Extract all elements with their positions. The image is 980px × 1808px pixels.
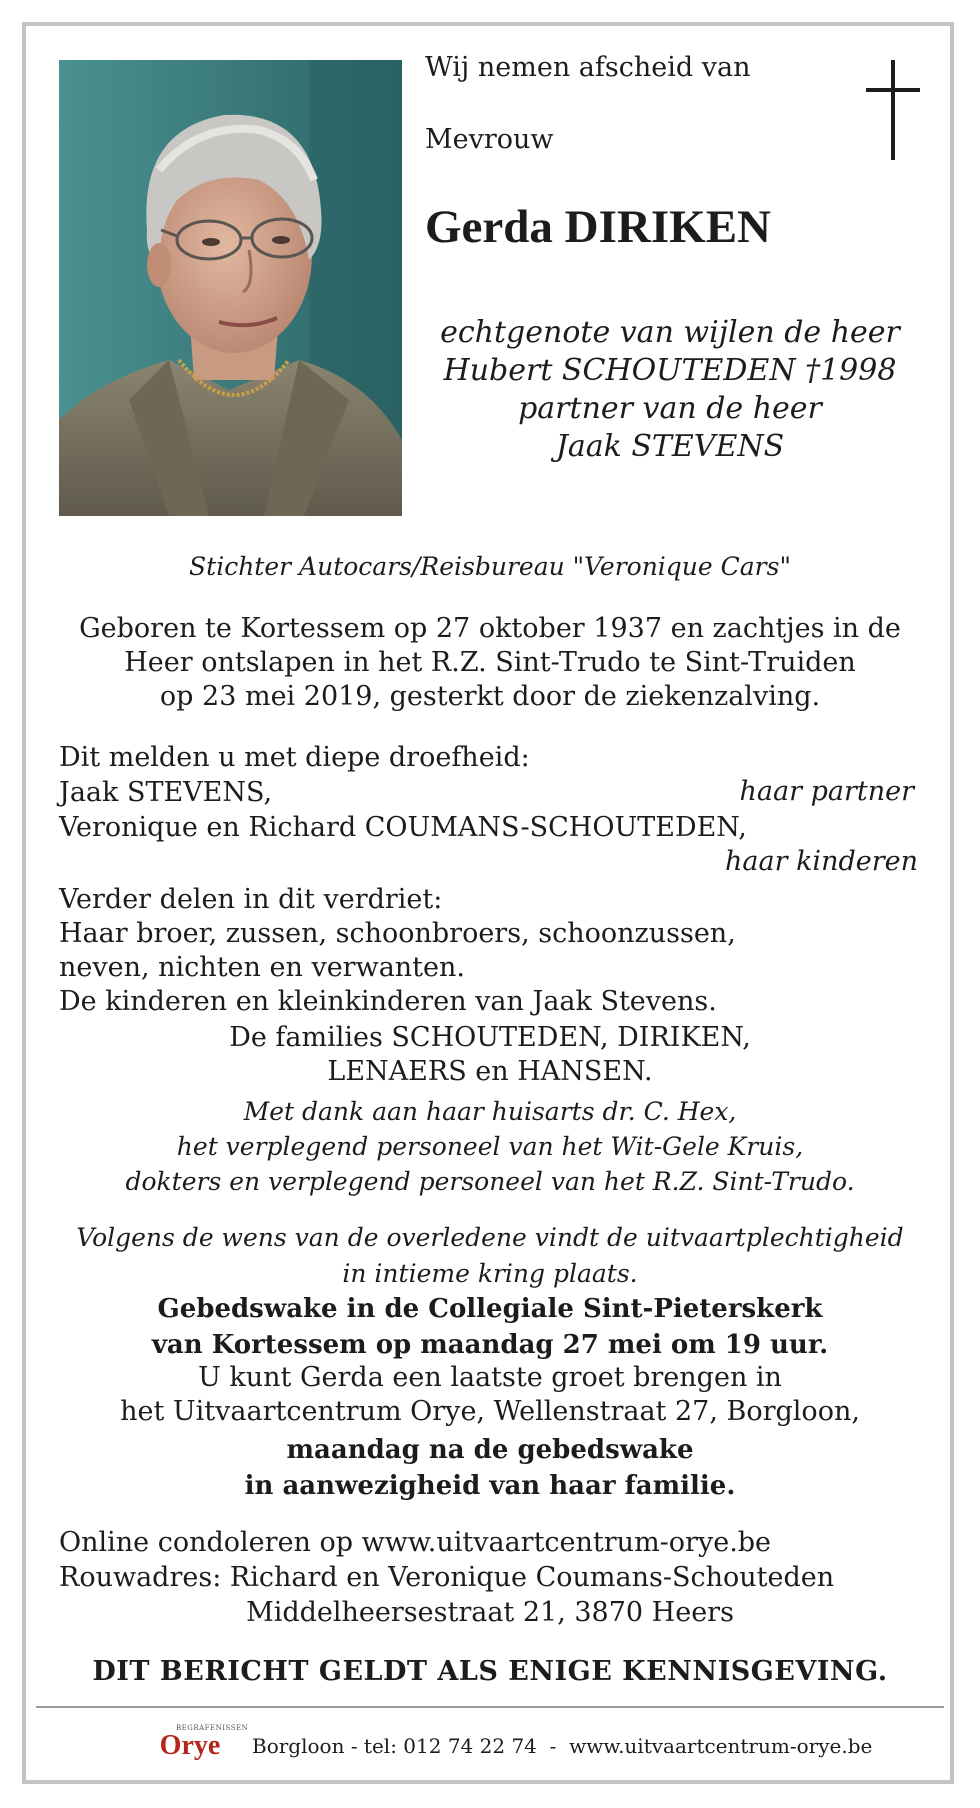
thanks-block [59, 1094, 921, 1199]
greeting-line: U kunt Gerda een laatste groet brengen in [198, 1362, 782, 1393]
birth-line: op 23 mei 2019, gesterkt door de ziekenzalving. [159, 681, 821, 712]
wish-block [59, 1220, 921, 1292]
mourners-intro: Dit melden u met diepe droefheid: [59, 742, 530, 773]
wish-line: in intieme kring plaats. [342, 1259, 638, 1288]
families-line: LENAERS en HANSEN. [327, 1056, 653, 1087]
thanks-line: het verplegend personeel van het Wit-Gele Kruis, [176, 1132, 804, 1161]
further-block [59, 883, 921, 1019]
logo-top: BEGRAFENISSEN [176, 1724, 249, 1732]
families-block [59, 1021, 921, 1089]
greeting-bold-line: in aanwezigheid van haar familie. [244, 1471, 736, 1501]
greeting-line: het Uitvaartcentrum Orye, Wellenstraat 27, Borgloon, [120, 1396, 860, 1427]
deceased-name: Gerda DIRIKEN [425, 201, 771, 253]
partner-name: Jaak STEVENS, [59, 777, 273, 808]
address-line-2: Middelheersestraat 21, 3870 Heers [246, 1597, 734, 1628]
greeting-block [59, 1361, 921, 1429]
founder-line: Stichter Autocars/Reisbureau "Veronique Cars" [189, 552, 791, 581]
greeting-bold-line: maandag na de gebedswake [286, 1435, 694, 1465]
online-condolences: Online condoleren op www.uitvaartcentrum-orye.be [59, 1527, 772, 1558]
cross-icon [866, 60, 920, 160]
salutation: Mevrouw [425, 124, 554, 155]
greeting-bold-block [59, 1432, 921, 1504]
children-names: Veronique en Richard COUMANS-SCHOUTEDEN, [59, 812, 747, 843]
further-line: neven, nichten en verwanten. [59, 952, 465, 983]
portrait-illustration [59, 60, 402, 516]
logo-name: Orye [159, 1730, 221, 1761]
birth-block [59, 612, 921, 714]
footer-text: Borgloon - tel: 012 74 22 74 - www.uitvaartcentrum-orye.be [252, 1734, 873, 1758]
notice: DIT BERICHT GELDT ALS ENIGE KENNISGEVING. [92, 1656, 888, 1687]
partner-role: haar partner [739, 776, 914, 807]
birth-line: Geboren te Kortessem op 27 oktober 1937 en zachtjes in de [79, 613, 901, 644]
footer [0, 1726, 980, 1766]
portrait-photo [59, 60, 402, 516]
spouse-line: echtgenote van wijlen de heer [440, 315, 900, 350]
thanks-line: Met dank aan haar huisarts dr. C. Hex, [243, 1097, 737, 1126]
further-line: Verder delen in dit verdriet: [59, 884, 443, 915]
address-line: Rouwadres: Richard en Veronique Coumans-Schouteden [59, 1562, 835, 1593]
intro-text: Wij nemen afscheid van [425, 52, 751, 83]
families-line: De families SCHOUTEDEN, DIRIKEN, [229, 1022, 751, 1053]
thanks-line: dokters en verplegend personeel van het R.Z. Sint-Trudo. [125, 1167, 855, 1196]
spouse-block [410, 314, 930, 466]
spouse-line: Hubert SCHOUTEDEN †1998 [443, 353, 897, 388]
vigil-line: Gebedswake in de Collegiale Sint-Pieterskerk [157, 1294, 823, 1324]
vigil-block [59, 1291, 921, 1363]
birth-line: Heer ontslapen in het R.Z. Sint-Trudo te Sint-Truiden [124, 647, 856, 678]
further-line: De kinderen en kleinkinderen van Jaak Stevens. [59, 986, 717, 1017]
orye-logo [150, 1724, 249, 1761]
further-line: Haar broer, zussen, schoonbroers, schoonzussen, [59, 918, 736, 949]
spouse-line: partner van de heer [518, 391, 822, 426]
children-role: haar kinderen [725, 846, 918, 877]
wish-line: Volgens de wens van de overledene vindt de uitvaartplechtigheid [76, 1223, 904, 1252]
vigil-line: van Kortessem op maandag 27 mei om 19 uur. [151, 1330, 829, 1360]
divider [36, 1706, 944, 1708]
spouse-line: Jaak STEVENS [555, 429, 785, 464]
